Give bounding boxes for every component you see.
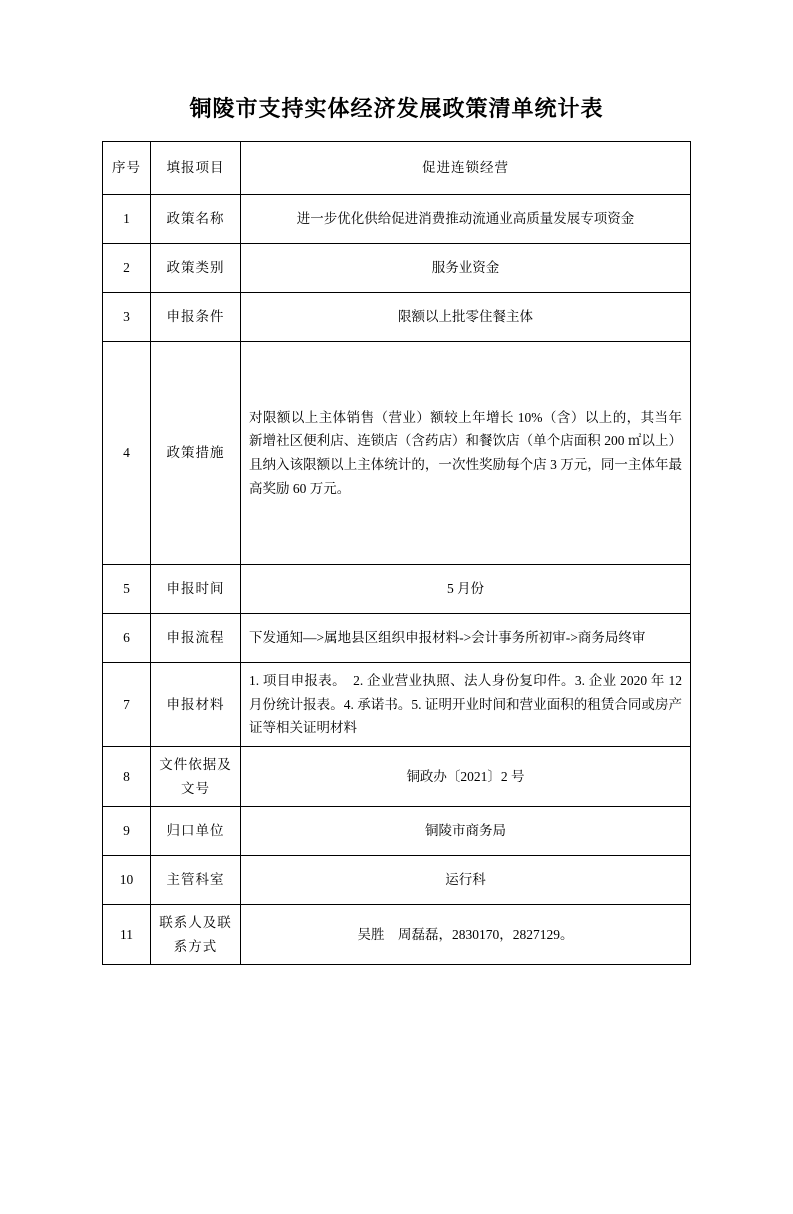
header-cell-content: 促进连锁经营 — [241, 142, 691, 195]
table-row — [103, 195, 691, 244]
row-content: 限额以上批零住餐主体 — [241, 293, 691, 342]
row-item-label: 文件依据及文号 — [151, 746, 241, 806]
row-number: 8 — [103, 746, 151, 806]
document-page — [0, 92, 793, 1214]
table-header-row — [103, 142, 691, 195]
row-item-label: 主管科室 — [151, 856, 241, 905]
row-content: 运行科 — [241, 856, 691, 905]
row-item-label: 申报材料 — [151, 663, 241, 747]
table-row — [103, 663, 691, 747]
row-content: 1. 项目申报表。 2. 企业营业执照、法人身份复印件。3. 企业 2020 年 12 月份统计报表。4. 承诺书。5. 证明开业时间和营业面积的租赁合同或房产证等相关证明材料 — [241, 663, 691, 747]
row-item-label: 申报条件 — [151, 293, 241, 342]
header-cell-item: 填报项目 — [151, 142, 241, 195]
table-row — [103, 342, 691, 565]
row-item-label: 政策类别 — [151, 244, 241, 293]
table-row — [103, 565, 691, 614]
row-item-label: 归口单位 — [151, 807, 241, 856]
row-content: 对限额以上主体销售（营业）额较上年增长 10%（含）以上的，其当年新增社区便利店、连锁店（含药店）和餐饮店（单个店面积 200 ㎡以上）且纳入该限额以上主体统计的，一次性奖励每个店 3 万元，同一主体年最高奖励 60 万元。 — [241, 342, 691, 565]
table-body — [103, 142, 691, 965]
row-number: 2 — [103, 244, 151, 293]
table-row — [103, 746, 691, 806]
row-number: 11 — [103, 905, 151, 965]
row-number: 9 — [103, 807, 151, 856]
page-title: 铜陵市支持实体经济发展政策清单统计表 — [189, 96, 604, 121]
row-content: 服务业资金 — [241, 244, 691, 293]
table-row — [103, 244, 691, 293]
row-content: 5 月份 — [241, 565, 691, 614]
row-number: 3 — [103, 293, 151, 342]
row-item-label: 政策措施 — [151, 342, 241, 565]
row-content: 铜政办〔2021〕2 号 — [241, 746, 691, 806]
row-content: 吴胜 周磊磊，2830170，2827129。 — [241, 905, 691, 965]
row-item-label: 申报流程 — [151, 614, 241, 663]
row-number: 7 — [103, 663, 151, 747]
table-row — [103, 614, 691, 663]
row-content: 进一步优化供给促进消费推动流通业高质量发展专项资金 — [241, 195, 691, 244]
row-item-label: 申报时间 — [151, 565, 241, 614]
row-item-label: 政策名称 — [151, 195, 241, 244]
row-content: 下发通知—>属地县区组织申报材料->会计事务所初审->商务局终审 — [241, 614, 691, 663]
row-number: 6 — [103, 614, 151, 663]
policy-list-table — [102, 141, 691, 965]
row-number: 5 — [103, 565, 151, 614]
row-number: 10 — [103, 856, 151, 905]
row-item-label: 联系人及联系方式 — [151, 905, 241, 965]
table-row — [103, 856, 691, 905]
row-number: 4 — [103, 342, 151, 565]
table-row — [103, 905, 691, 965]
row-number: 1 — [103, 195, 151, 244]
header-cell-no: 序号 — [103, 142, 151, 195]
table-row — [103, 807, 691, 856]
table-row — [103, 293, 691, 342]
row-content: 铜陵市商务局 — [241, 807, 691, 856]
